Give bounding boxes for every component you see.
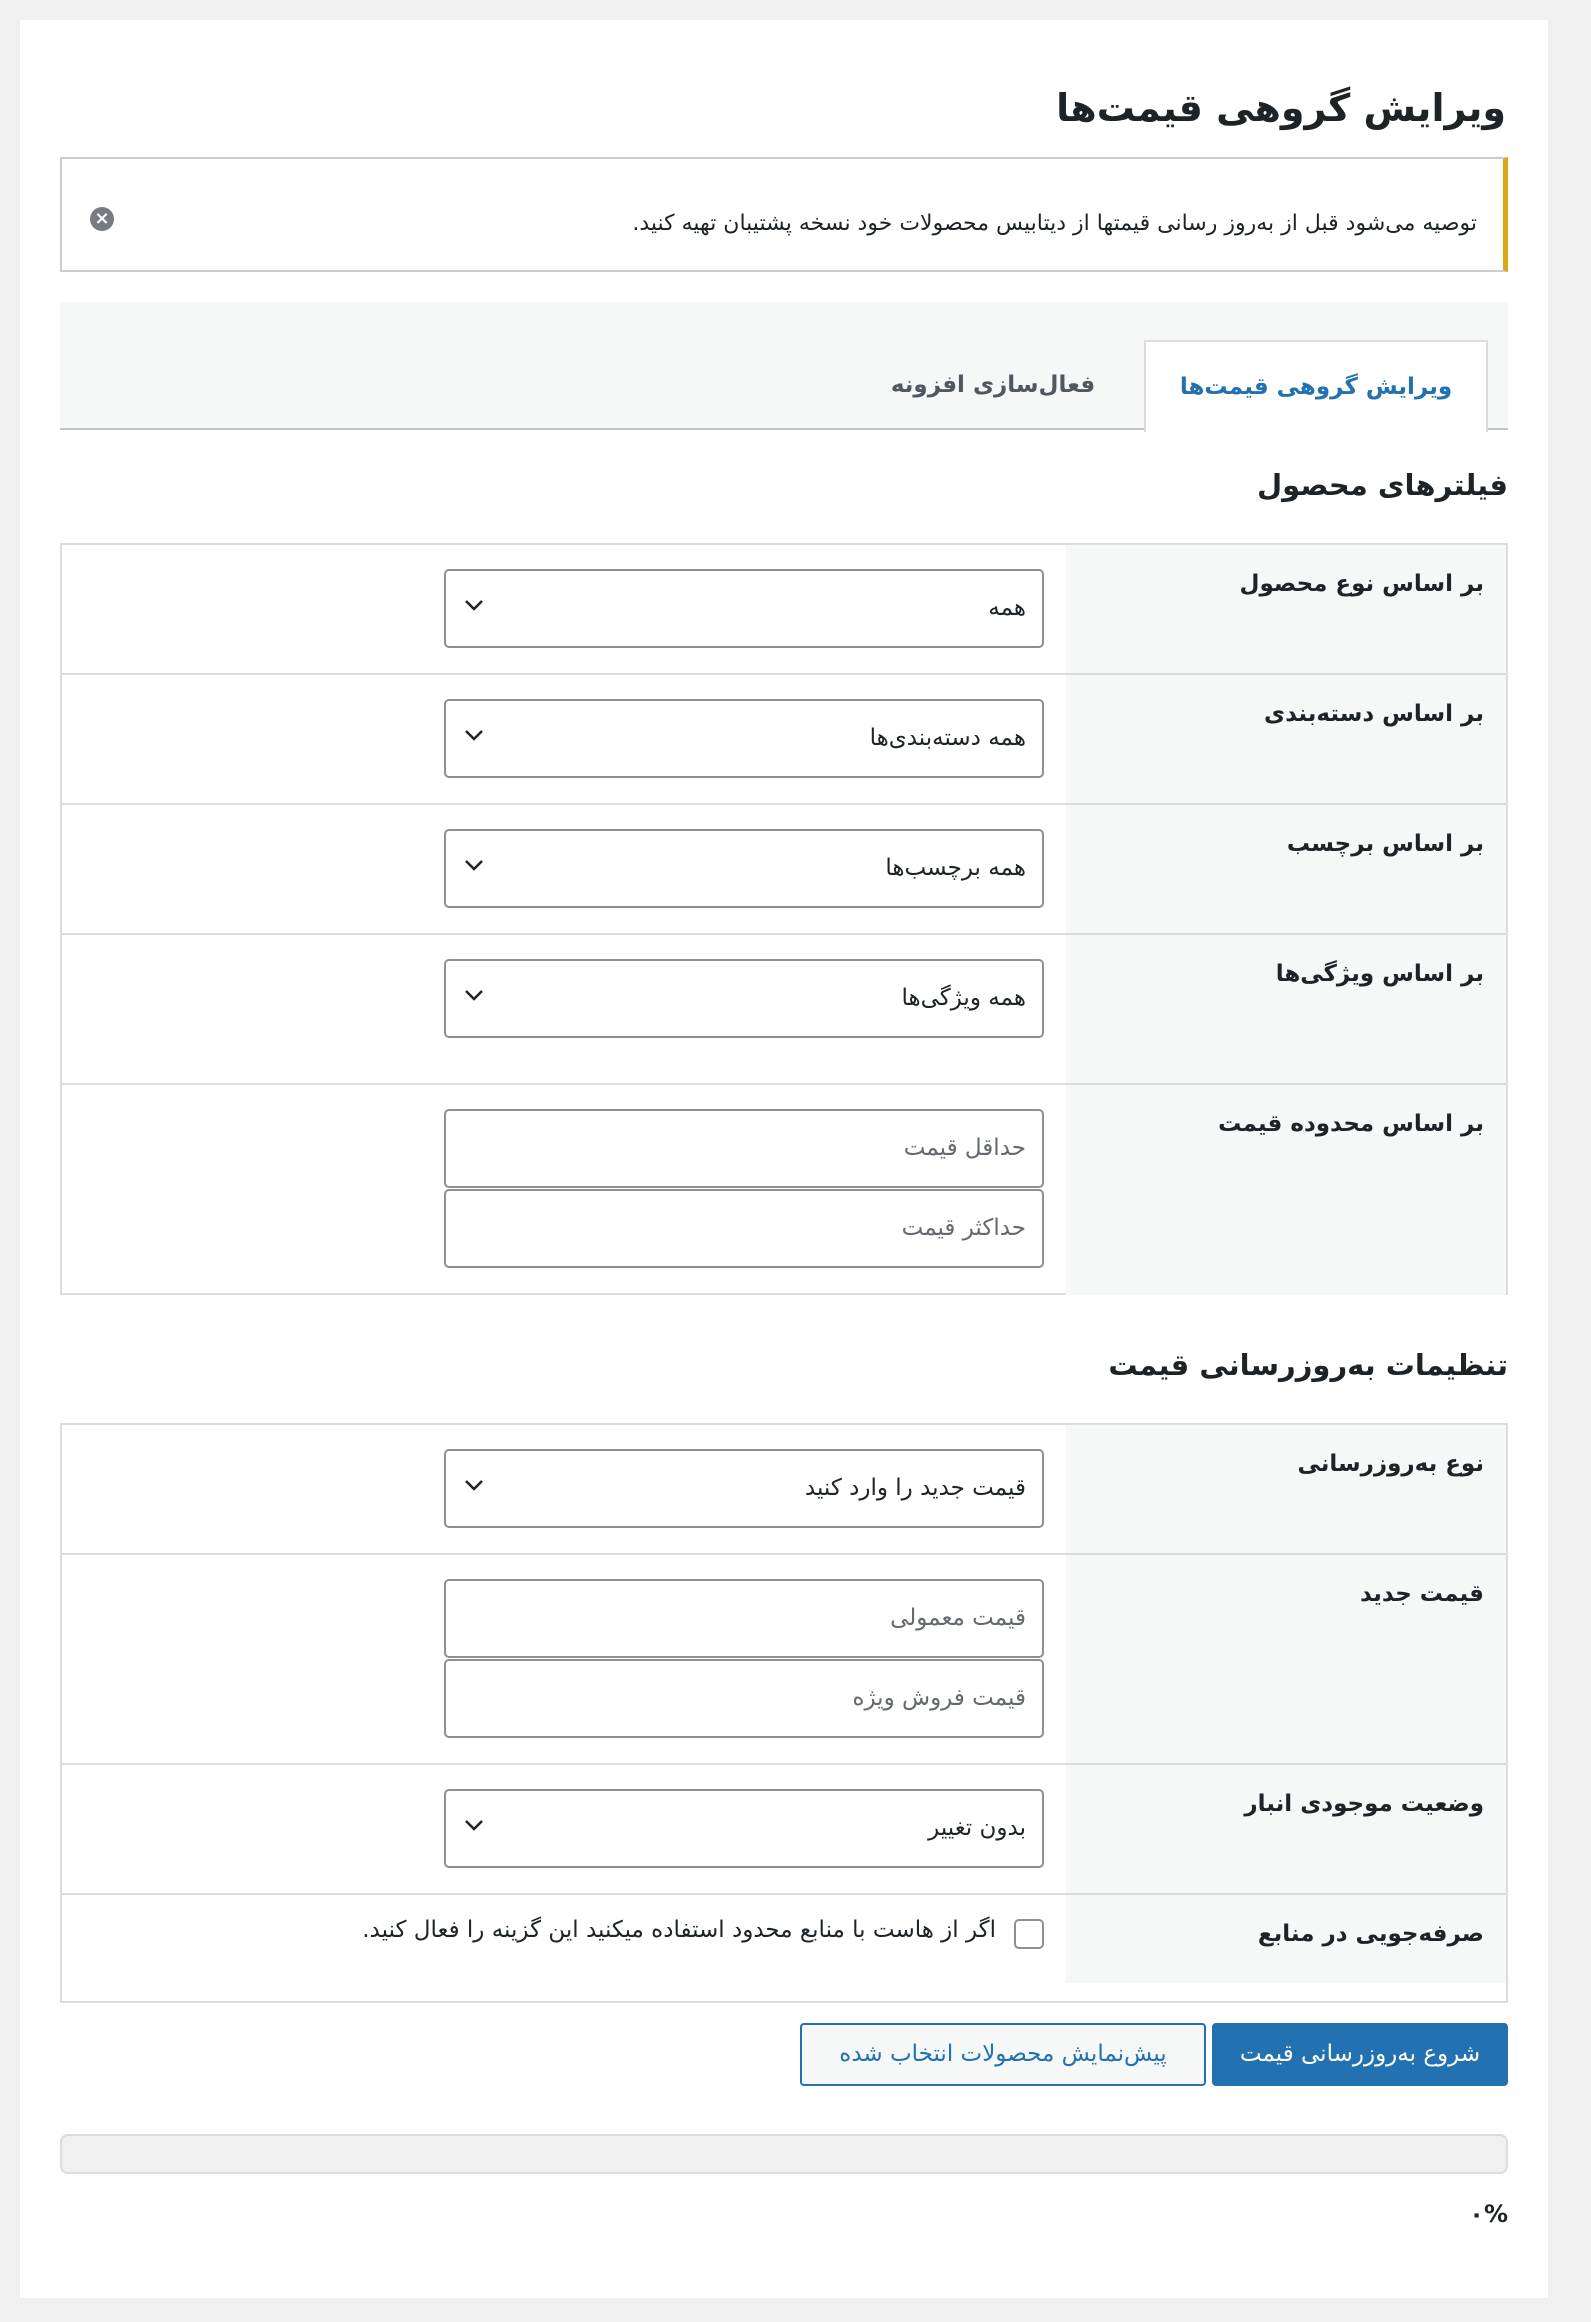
category-select[interactable] — [444, 699, 1044, 778]
label: بر اساس دسته‌بندی — [1066, 675, 1506, 803]
start-update-button[interactable]: شروع به‌روزرسانی قیمت — [1212, 2023, 1508, 2086]
filter-row-category — [62, 675, 1506, 805]
filters-table — [60, 543, 1508, 1295]
filter-row-price-range — [62, 1085, 1506, 1295]
label: بر اساس محدوده قیمت — [1066, 1085, 1506, 1295]
progress-percent: ۰% — [1469, 2200, 1508, 2228]
tab-bulk-edit[interactable]: ویرایش گروهی قیمت‌ها — [1144, 340, 1488, 432]
progress-bar — [60, 2134, 1508, 2174]
label: قیمت جدید — [1066, 1555, 1506, 1763]
select-value: قیمت جدید را وارد کنید — [804, 1475, 1026, 1501]
notice-text: توصیه می‌شود قبل از به‌روز رسانی قیمتها از دیتابیس محصولات خود نسخه پشتیبان تهیه کنید. — [632, 211, 1477, 236]
min-price-input[interactable]: حداقل قیمت — [444, 1109, 1044, 1188]
chevron-down-icon — [464, 961, 484, 1001]
settings-row-stock — [62, 1765, 1506, 1895]
sale-price-input[interactable]: قیمت فروش ویژه — [444, 1659, 1044, 1738]
select-value: همه برچسب‌ها — [885, 855, 1026, 881]
select-value: همه دسته‌بندی‌ها — [869, 725, 1026, 751]
select-value: همه — [988, 595, 1026, 621]
product-type-select[interactable] — [444, 569, 1044, 648]
settings-row-new-price — [62, 1555, 1506, 1765]
select-value: همه ویژگی‌ها — [901, 985, 1026, 1011]
backup-notice — [60, 157, 1508, 272]
attribute-select[interactable] — [444, 959, 1044, 1038]
checkbox-label: اگر از هاست با منابع محدود استفاده میکنید این گزینه را فعال کنید. — [362, 1917, 996, 1943]
resource-saving-checkbox[interactable] — [1014, 1919, 1044, 1949]
page-title: ویرایش گروهی قیمت‌ها — [1056, 86, 1506, 130]
chevron-down-icon — [464, 831, 484, 871]
label: وضعیت موجودی انبار — [1066, 1765, 1506, 1893]
preview-products-button[interactable]: پیش‌نمایش محصولات انتخاب شده — [800, 2023, 1206, 2086]
filter-row-product-type — [62, 545, 1506, 675]
tag-select[interactable] — [444, 829, 1044, 908]
tab-bar — [60, 302, 1508, 430]
chevron-down-icon — [464, 1791, 484, 1831]
select-value: بدون تغییر — [928, 1815, 1026, 1841]
chevron-down-icon — [464, 1451, 484, 1491]
filters-heading: فیلترهای محصول — [1257, 468, 1508, 502]
filter-row-attribute — [62, 935, 1506, 1085]
settings-table — [60, 1423, 1508, 2003]
label: بر اساس نوع محصول — [1066, 545, 1506, 673]
chevron-down-icon — [464, 571, 484, 611]
settings-row-update-type — [62, 1425, 1506, 1555]
main-panel — [20, 20, 1548, 2298]
settings-row-resource-saving — [62, 1895, 1506, 1983]
stock-status-select[interactable] — [444, 1789, 1044, 1868]
label: بر اساس ویژگی‌ها — [1066, 935, 1506, 1083]
label: بر اساس برچسب — [1066, 805, 1506, 933]
max-price-input[interactable]: حداکثر قیمت — [444, 1189, 1044, 1268]
tab-activation[interactable]: فعال‌سازی افزونه — [890, 372, 1096, 398]
update-type-select[interactable] — [444, 1449, 1044, 1528]
label: نوع به‌روزرسانی — [1066, 1425, 1506, 1553]
filter-row-tag — [62, 805, 1506, 935]
chevron-down-icon — [464, 701, 484, 741]
settings-heading: تنظیمات به‌روزرسانی قیمت — [1108, 1348, 1508, 1382]
dismiss-icon[interactable]: × — [90, 207, 114, 231]
regular-price-input[interactable]: قیمت معمولی — [444, 1579, 1044, 1658]
label: صرفه‌جویی در منابع — [1066, 1895, 1506, 1983]
